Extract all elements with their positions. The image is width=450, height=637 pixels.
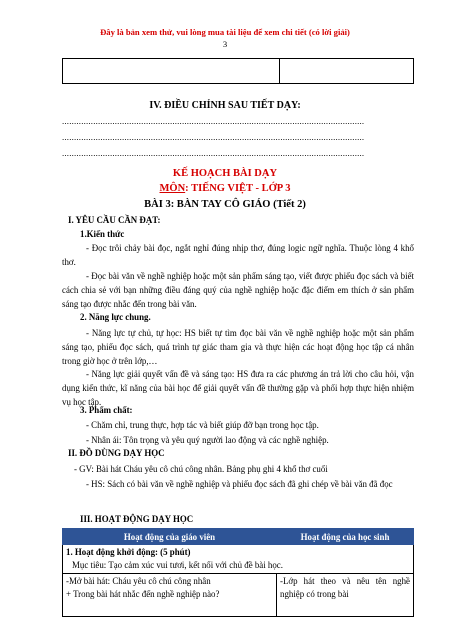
para-materials-1: - GV: Bài hát Cháu yêu cô chú công nhân. Bảng phụ ghi 4 khổ thơ cuối xyxy=(74,464,328,474)
preview-banner: Đây là bản xem thử, vui lòng mua tài liệu để xem chi tiết (có lời giải) xyxy=(100,27,350,37)
table-row xyxy=(63,545,414,574)
table-row xyxy=(63,574,414,617)
subject-label: MÔN xyxy=(159,183,186,194)
top-table-remnant xyxy=(62,58,414,84)
heading-objectives: I. YÊU CẦU CẦN ĐẠT: xyxy=(68,215,161,225)
para-knowledge-1: - Đọc trôi chảy bài đọc, ngắt nghỉ đúng nhịp thơ, đúng logic ngữ nghĩa. Thuộc lòng 4 khổ thơ. xyxy=(62,243,414,267)
heading-materials: II. ĐỒ DÙNG DẠY HỌC xyxy=(68,448,165,458)
heading-qualities: 3. Phẩm chất: xyxy=(80,405,133,415)
col-teacher-header: Hoạt động của giáo viên xyxy=(63,529,277,545)
dot-line-2: .............................................................................................................................. xyxy=(62,132,365,142)
student-cell: -Lớp hát theo và nêu tên nghề nghiệp có trong bài xyxy=(277,574,414,617)
teacher-line-2: + Trong bài hát nhắc đến nghề nghiệp nào? xyxy=(66,589,220,599)
heading-activities: III. HOẠT ĐỘNG DẠY HỌC xyxy=(80,514,194,524)
teacher-cell xyxy=(63,574,277,617)
activity-1-cell xyxy=(63,545,414,574)
para-competence-2: - Năng lực giải quyết vấn đề và sáng tạo: HS đưa ra các phương án trả lời cho câu hỏi, vận dụng kiến thức, kĩ năng của bài học để giải quyết vấn đề thường gặp và phối hợp thực hiện nhiệm vụ học tập. xyxy=(62,369,414,407)
heading-knowledge: 1.Kiến thức xyxy=(80,229,125,239)
activities-table xyxy=(62,528,414,617)
plan-title: KẾ HOẠCH BÀI DẠY xyxy=(172,168,278,179)
dot-line-1: .............................................................................................................................. xyxy=(62,116,365,126)
subject-line xyxy=(0,183,450,194)
para-qualities-2: - Nhân ái: Tôn trọng và yêu quý người lao động và các nghề nghiệp. xyxy=(86,435,329,445)
teacher-line-1: -Mở bài hát: Cháu yêu cô chú công nhân xyxy=(66,576,211,586)
para-knowledge-2: - Đọc bài văn về nghề nghiệp hoặc một sản phẩm sáng tạo, viết được phiếu đọc sách và biết cách chia sẻ với bạn những điều đáng quý của nghề nghiệp hoặc đặc điểm em thích ở sản phẩm sáng tạo được nhắc đến trong bài văn. xyxy=(62,271,414,309)
activity-1-goal: Mục tiêu: Tạo cảm xúc vui tươi, kết nối với chủ đề bài học. xyxy=(72,560,283,570)
lesson-title: BÀI 3: BÀN TAY CÔ GIÁO (Tiết 2) xyxy=(144,199,306,210)
subject-rest: : TIẾNG VIỆT - LỚP 3 xyxy=(185,183,291,194)
activity-1-title: 1. Hoạt động khởi động: (5 phút) xyxy=(66,547,191,557)
col-student-header: Hoạt động của học sinh xyxy=(277,529,414,545)
dot-line-3: .............................................................................................................................. xyxy=(62,148,365,158)
table-header-row xyxy=(63,529,414,545)
para-competence-1: - Năng lực tự chủ, tự học: HS biết tự tìm đọc bài văn về nghề nghiệp hoặc một sản phẩm sáng tạo, phiếu đọc sách, quá trình tự giác tham gia và thực hiện các hoạt động học tập cá nhân trong giờ học ở trên lớp,… xyxy=(62,328,414,366)
heading-competence: 2. Năng lực chung. xyxy=(80,312,151,322)
para-materials-2: - HS: Sách có bài văn về nghề nghiệp và phiếu đọc sách đã ghi chép về bài văn đã đọc xyxy=(86,479,393,489)
page-number: 3 xyxy=(222,39,228,49)
section-iv-heading: IV. ĐIỀU CHỈNH SAU TIẾT DẠY: xyxy=(149,100,301,111)
para-qualities-1: - Chăm chỉ, trung thực, hợp tác và biết giúp đỡ bạn trong học tập. xyxy=(86,420,319,430)
